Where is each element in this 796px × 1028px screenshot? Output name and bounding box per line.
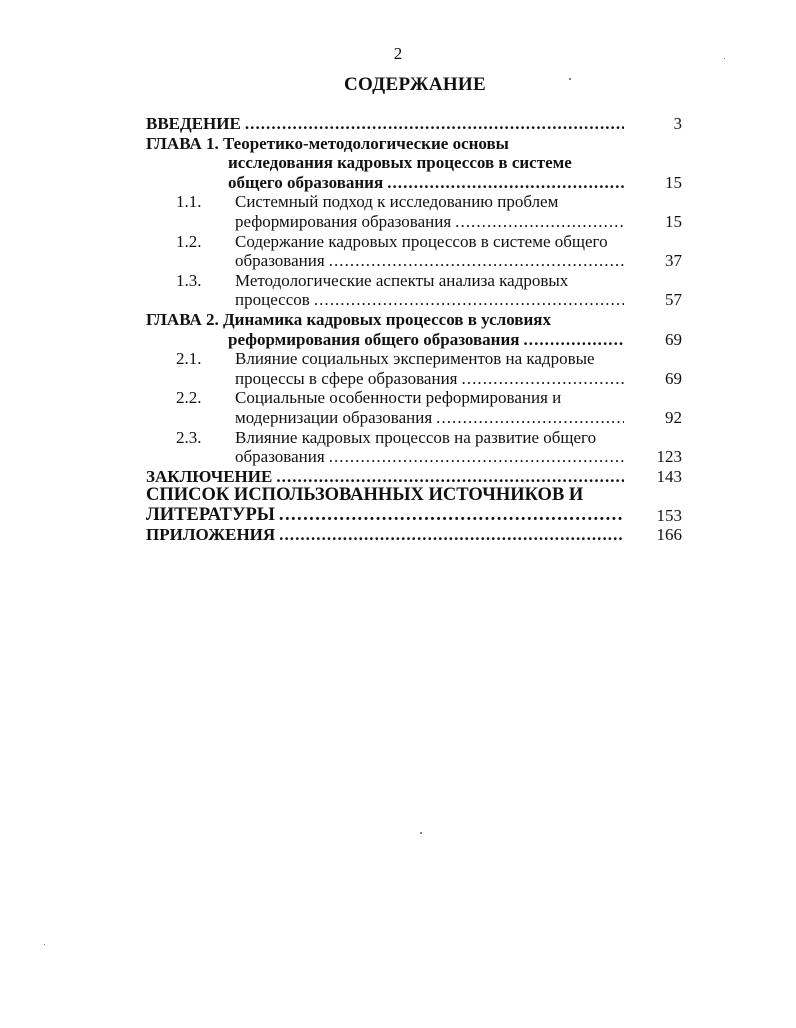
dot-leader (329, 447, 624, 467)
toc-entry-ch1 (146, 134, 682, 193)
toc-entry-number: 2.3. (176, 427, 202, 447)
scan-speck (569, 78, 571, 80)
page-title: СОДЕРЖАНИЕ (344, 74, 486, 95)
toc-entry-text: ГЛАВА 2. Динамика кадровых процессов в условиях (146, 309, 551, 329)
toc-entry-text: ГЛАВА 1. Теоретико-методологические основы (146, 133, 509, 153)
toc-entry-number: 2.1. (176, 349, 202, 369)
toc-entry-text: процессов (235, 290, 310, 310)
toc-entry-text: образования (235, 447, 325, 467)
toc-entry-page: 92 (665, 407, 682, 427)
dot-leader (436, 408, 624, 428)
toc-entry-page: 15 (665, 211, 682, 231)
toc-entry-text: реформирования общего образования (228, 329, 520, 349)
toc-entry-ch2 (146, 310, 682, 349)
dot-leader (523, 330, 624, 350)
toc-entry-number: 1.3. (176, 270, 202, 290)
toc-entry-text: общего образования (228, 172, 384, 192)
toc-entry-text: модернизации образования (235, 407, 433, 427)
toc-entry-text: образования (235, 251, 325, 271)
dot-leader (279, 506, 624, 526)
toc-entry-s1-2 (146, 232, 682, 271)
toc-entry-text: ВВЕДЕНИЕ (146, 114, 241, 133)
toc-entry-intro (146, 114, 682, 134)
dot-leader (329, 251, 624, 271)
toc-entry-s2-1 (146, 349, 682, 388)
toc-entry-page: 143 (656, 466, 682, 486)
dot-leader (279, 525, 624, 545)
toc-entry-text: процессы в сфере образования (235, 368, 458, 388)
toc-entry-text: Влияние кадровых процессов на развитие общего (235, 427, 597, 447)
toc-entry-number: 1.2. (176, 231, 202, 251)
toc-entry-page: 69 (665, 368, 682, 388)
toc-entry-text: исследования кадровых процессов в системе (228, 153, 572, 173)
toc-entry-s1-1 (146, 192, 682, 231)
toc-entry-page: 166 (656, 525, 682, 545)
table-of-contents (146, 114, 682, 545)
toc-entry-text: Социальные особенности реформирования и (235, 388, 562, 408)
toc-entry-text: ЛИТЕРАТУРЫ (146, 504, 275, 525)
dot-leader (455, 212, 624, 232)
toc-entry-text: Системный подход к исследованию проблем (235, 192, 559, 212)
toc-entry-text: Влияние социальных экспериментов на кадровые (235, 349, 595, 369)
toc-entry-s1-3 (146, 271, 682, 310)
toc-entry-concl (146, 467, 682, 487)
toc-entry-text: Методологические аспекты анализа кадровых (235, 270, 569, 290)
dot-leader (462, 369, 625, 389)
toc-entry-page: 57 (665, 290, 682, 310)
toc-entry-text: Содержание кадровых процессов в системе общего (235, 231, 608, 251)
dot-leader (387, 173, 624, 193)
dot-leader (276, 467, 624, 487)
dot-leader (245, 114, 624, 134)
scan-speck (44, 944, 45, 945)
toc-entry-page: 123 (656, 447, 682, 467)
toc-entry-page: 69 (665, 329, 682, 349)
toc-entry-number: 1.1. (176, 192, 202, 212)
toc-entry-text: реформирования образования (235, 211, 452, 231)
toc-entry-appx (146, 525, 682, 545)
toc-entry-text: СПИСОК ИСПОЛЬЗОВАННЫХ ИСТОЧНИКОВ И (146, 485, 584, 506)
toc-entry-page: 153 (656, 505, 682, 525)
toc-entry-page: 37 (665, 251, 682, 271)
scan-speck (420, 832, 422, 834)
toc-entry-s2-2 (146, 388, 682, 427)
toc-entry-page: 3 (673, 114, 682, 133)
toc-entry-number: 2.2. (176, 388, 202, 408)
toc-entry-refs (146, 486, 682, 525)
page-number: 2 (393, 44, 403, 63)
scan-speck (724, 58, 725, 59)
toc-entry-page: 15 (665, 172, 682, 192)
toc-entry-text: ЗАКЛЮЧЕНИЕ (146, 466, 273, 486)
toc-entry-s2-3 (146, 428, 682, 467)
dot-leader (314, 290, 624, 310)
toc-entry-text: ПРИЛОЖЕНИЯ (146, 525, 276, 545)
